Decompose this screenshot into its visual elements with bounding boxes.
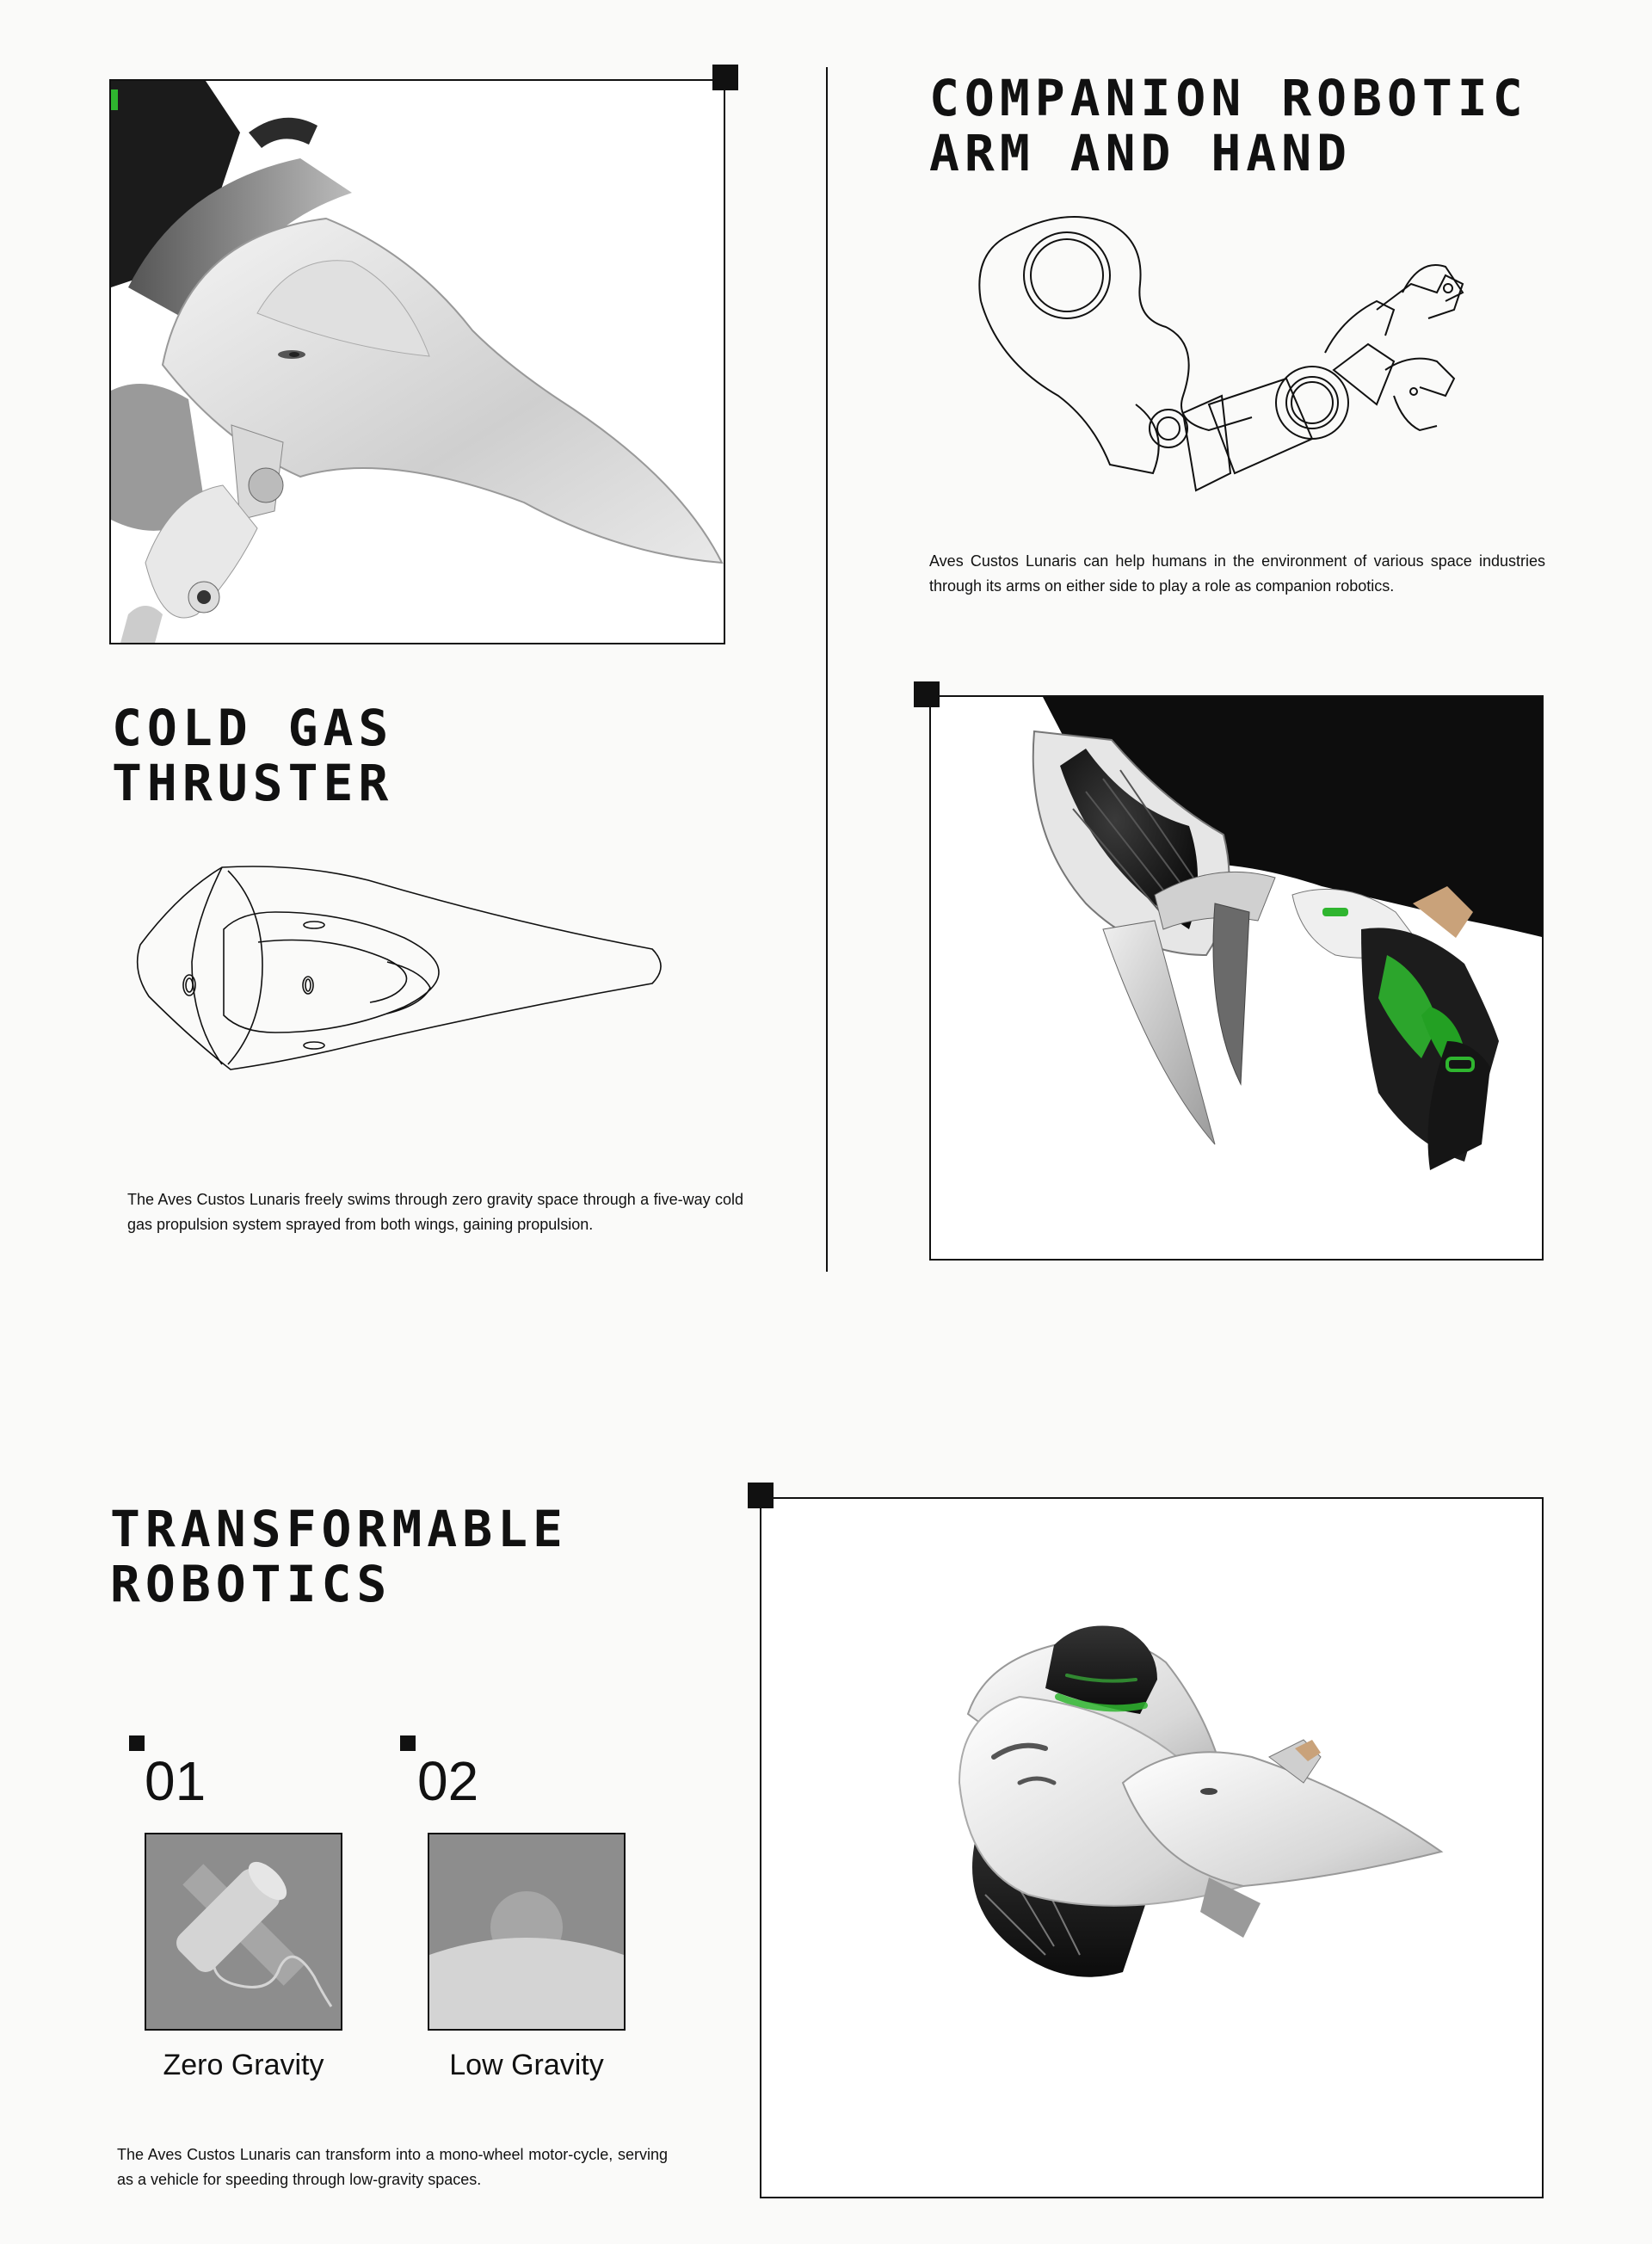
companion-description: Aves Custos Lunaris can help humans in the environment of various space industries through its arms on either side to play a role as companion robotics. (929, 552, 1545, 595)
thruster-render-image (111, 81, 725, 644)
frame-corner-marker (712, 65, 738, 90)
low-gravity-icon (429, 1834, 624, 2029)
frame-corner-marker (748, 1483, 774, 1508)
zero-gravity-tile (145, 1833, 342, 2031)
companion-title (929, 71, 1618, 181)
transformable-title-line1: TRANSFORMABLE (110, 1500, 568, 1558)
thruster-render-frame (109, 79, 725, 644)
thruster-line-drawing (129, 860, 706, 1076)
section-divider (826, 67, 828, 1272)
thruster-title-line2: THRUSTER (112, 754, 394, 812)
companion-title-line2: ARM AND HAND (929, 124, 1353, 182)
mode-marker (400, 1735, 416, 1751)
transformable-title (110, 1501, 764, 1612)
robotic-arm-line-drawing (972, 215, 1480, 499)
companion-title-line1: COMPANION ROBOTIC (929, 69, 1528, 127)
arm-render-image (931, 697, 1544, 1261)
thruster-description: The Aves Custos Lunaris freely swims through zero gravity space through a five-way cold gas propulsion system sprayed from both wings, gaining propulsion. (127, 1191, 743, 1233)
thruster-title-line1: COLD GAS (112, 699, 394, 757)
monowheel-render-frame (760, 1497, 1544, 2198)
frame-corner-marker (914, 681, 940, 707)
thruster-title (112, 700, 714, 811)
mode-number: 01 (145, 1750, 206, 1812)
mode-number: 02 (417, 1750, 479, 1812)
mode-label: Zero Gravity (163, 2049, 324, 2081)
mode-label: Low Gravity (449, 2049, 604, 2081)
arm-render-frame (929, 695, 1544, 1261)
mode-marker (129, 1735, 145, 1751)
low-gravity-tile (428, 1833, 626, 2031)
transformable-title-line2: ROBOTICS (110, 1555, 392, 1613)
zero-gravity-icon (146, 1834, 341, 2029)
transformable-description: The Aves Custos Lunaris can transform into a mono-wheel motor-cycle, serving as a vehicle for speeding through low-gravity spaces. (117, 2146, 668, 2188)
monowheel-render-image (761, 1499, 1544, 2198)
